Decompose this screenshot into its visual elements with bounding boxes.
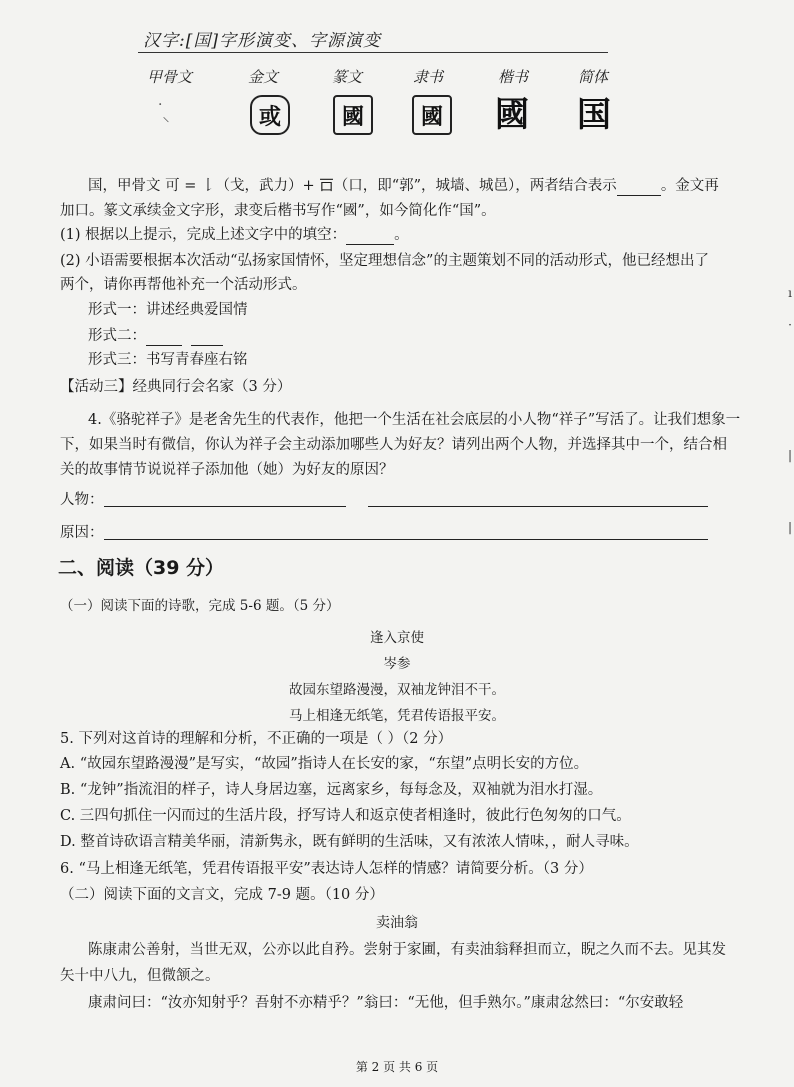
poem-line-1: 故园东望路漫漫，双袖龙钟泪不干。	[289, 682, 505, 698]
oracle-fragment-mark: · ⸌	[158, 97, 170, 131]
form-1: 形式一：讲述经典爱国情	[88, 302, 248, 318]
question-5: 5. 下列对这首诗的理解和分析，不正确的一项是（ ）（2 分）	[60, 731, 453, 747]
intro-text-1: 国，甲骨文 可 = 𠄌（戈，武力）+ 𠮛（口，即“郭”，城墙、城邑），两者结合表示	[88, 178, 617, 194]
option-a: A. “故园东望路漫漫”是写实，“故园”指诗人在长安的家，“东望”点明长安的方位。	[60, 756, 589, 772]
prose-line-2: 矢十中八九，但微颔之。	[60, 968, 220, 984]
fill-blank-1[interactable]	[617, 179, 661, 196]
edge-mark: ı	[788, 286, 792, 300]
part-1-intro: （一）阅读下面的诗歌，完成 5-6 题。（5 分）	[60, 598, 340, 614]
poem-title: 逢入京使	[370, 630, 424, 646]
prose-line-3: 康肃问曰：“汝亦知射乎？吾射不亦精乎？”翁曰：“无他，但手熟尔。”康肃忿然曰：“尔安敢轻	[88, 995, 684, 1011]
regular-glyph: 國	[495, 94, 529, 135]
activity-3-title: 【活动三】经典同行会名家（3 分）	[60, 379, 292, 395]
question-4-line-1: 4.《骆驼祥子》是老舍先生的代表作，他把一个生活在社会底层的小人物“祥子”写活了。让我们想象一	[88, 412, 741, 428]
form-2-label: 形式二：	[88, 328, 146, 344]
title-divider	[138, 52, 608, 53]
edge-mark: ·	[788, 318, 792, 332]
reason-label: 原因：	[60, 525, 104, 541]
intro-paragraph-2: 加口。篆文承续金文字形，隶变后楷书写作“國”，如今简化作“国”。	[60, 203, 496, 219]
reason-answer-line[interactable]	[104, 538, 708, 540]
form-2-blank-b[interactable]	[191, 329, 223, 346]
script-label-clerical: 隶书	[413, 68, 444, 86]
fill-blank-q1[interactable]	[346, 228, 394, 245]
question-2-line-1: (2) 小语需要根据本次活动“弘扬家国情怀，坚定理想信念”的主题策划不同的活动形式，他已经想出了	[60, 253, 709, 269]
script-label-bronze: 金文	[248, 68, 279, 86]
option-d: D. 整首诗砍语言精美华丽，清新隽永，既有鲜明的生活味，又有浓浓人情味，，耐人寻味。	[60, 834, 639, 850]
option-c: C. 三四句抓住一闪而过的生活片段，抒写诗人和返京使者相逢时，彼此行色匆匆的口气。	[60, 808, 631, 824]
poem-line-2: 马上相逢无纸笔，凭君传语报平安。	[289, 708, 505, 724]
script-label-seal: 篆文	[332, 68, 363, 86]
script-label-oracle: 甲骨文	[147, 68, 193, 86]
section-reading-title: 二、阅读（39 分）	[58, 557, 225, 579]
prose-line-1: 陈康肃公善射，当世无双，公亦以此自矜。尝射于家圃，有卖油翁释担而立，睨之久而不去。见其发	[88, 942, 726, 958]
intro-text-1-end: 。金文再	[660, 178, 719, 194]
simplified-glyph: 国	[577, 94, 611, 135]
part-2-intro: （二）阅读下面的文言文，完成 7-9 题。（10 分）	[60, 887, 384, 903]
person-answer-line-2[interactable]	[368, 505, 708, 507]
person-label: 人物：	[60, 492, 104, 508]
prose-title: 卖油翁	[376, 915, 418, 931]
person-answer-line-1[interactable]	[104, 505, 346, 507]
question-4-line-3: 关的故事情节说说祥子添加他（她）为好友的原因？	[60, 462, 394, 478]
evolution-title: 汉字:[国]字形演变、字源演变	[143, 31, 381, 51]
page-footer: 第 2 页 共 6 页	[355, 1060, 439, 1074]
question-4-line-2: 下，如果当时有微信，你认为祥子会主动添加哪些人为好友？请列出两个人物，并选择其中一个，结合相	[60, 437, 727, 453]
question-6: 6. “马上相逢无纸笔，凭君传语报平安”表达诗人怎样的情感？请简要分析。（3 分）	[60, 861, 593, 877]
edge-mark: |	[787, 520, 792, 534]
option-b: B. “龙钟”指流泪的样子，诗人身居边塞，远离家乡，每每念及，双袖就为泪水打湿。	[60, 782, 603, 798]
clerical-glyph: 國	[412, 95, 452, 135]
seal-glyph: 國	[333, 95, 373, 135]
question-1-text: (1) 根据以上提示，完成上述文字中的填空：	[60, 227, 347, 243]
bronze-glyph: 或	[250, 95, 290, 135]
glyph-row	[0, 95, 794, 145]
form-3: 形式三：书写青春座右铭	[88, 352, 248, 368]
intro-paragraph-1	[88, 176, 719, 196]
form-2	[88, 326, 223, 346]
script-labels-row	[0, 66, 794, 92]
poem-author: 岑参	[383, 656, 411, 672]
script-label-simplified: 简体	[578, 68, 609, 86]
form-2-blank-a[interactable]	[146, 329, 182, 346]
question-2-line-2: 两个，请你再帮他补充一个活动形式。	[60, 277, 307, 293]
question-1: (1) 根据以上提示，完成上述文字中的填空： 。	[60, 227, 409, 243]
edge-mark: |	[787, 448, 792, 462]
script-label-regular: 楷书	[498, 68, 529, 86]
